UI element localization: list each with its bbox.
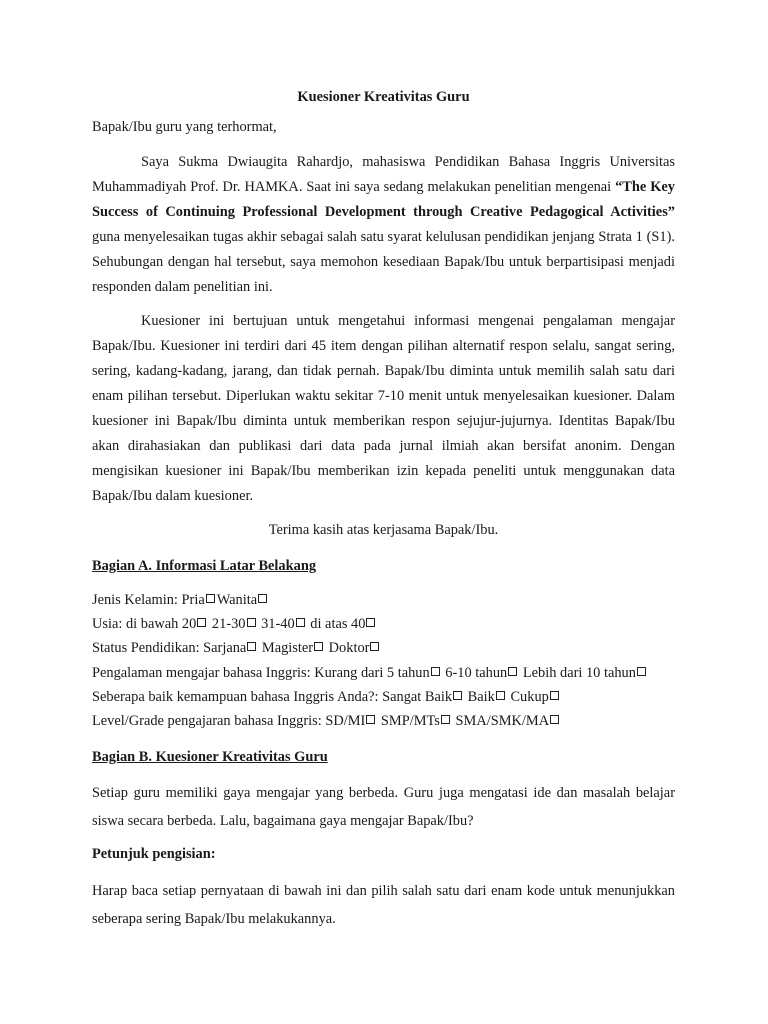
option-label: Sangat Baik [382,688,453,705]
document-page [92,86,675,941]
option-label: 21-30 [208,616,246,633]
thanks-line: Terima kasih atas kerjasama Bapak/Ibu. [268,522,499,538]
option-label: Baik [464,688,495,705]
field-label: Usia: [92,616,126,633]
field-age [92,612,675,636]
option-label: Cukup [506,688,549,705]
option-label: SMP/MTs [377,713,440,730]
checkbox-icon[interactable] [431,667,440,676]
research-title: “The Key Success of Continuing Professional Development through Creative Pedagogical Activities” [92,179,675,220]
checkbox-icon[interactable] [247,618,256,627]
section-a-heading: Bagian A. Informasi Latar Belakang [92,558,317,574]
salutation: Bapak/Ibu guru yang terhormat, [92,119,277,135]
option-label: Lebih dari 10 tahun [519,664,636,681]
field-teaching-experience [92,661,675,685]
option-label: di atas 40 [306,616,366,633]
option-label: Sarjana [203,640,247,657]
section-b-heading: Bagian B. Kuesioner Kreativitas Guru [92,749,328,766]
checkbox-icon[interactable] [637,667,646,676]
option-label: di bawah 20 [125,616,197,633]
field-label: Level/Grade pengajaran bahasa Inggris: [92,713,326,730]
option-label: Wanita [216,592,258,608]
checkbox-icon[interactable] [550,715,559,724]
checkbox-icon[interactable] [258,594,267,603]
option-label: Pria [181,592,205,608]
option-label: 31-40 [257,616,295,633]
background-info-list [92,588,675,733]
option-label: Doktor [325,640,370,657]
checkbox-icon[interactable] [508,667,517,676]
field-label: Seberapa baik kemampuan bahasa Inggris Anda?: [92,688,383,705]
checkbox-icon[interactable] [366,715,375,724]
checkbox-icon[interactable] [366,618,375,627]
checkbox-icon[interactable] [296,618,305,627]
checkbox-icon[interactable] [370,642,379,651]
intro-text-end: guna menyelesaikan tugas akhir sebagai salah satu syarat kelulusan pendidikan jenjang Strata 1 (S1). Sehubungan dengan hal tersebut, saya memohon kesediaan Bapak/Ibu untuk berpartisipasi menjadi responden dalam penelitian ini. [92,229,675,295]
checkbox-icon[interactable] [206,594,215,603]
field-education [92,636,675,660]
document-title: Kuesioner Kreativitas Guru [297,89,470,105]
field-label: Jenis Kelamin: [92,592,182,608]
instructions-heading: Petunjuk pengisian: [92,846,216,863]
instructions-text: Harap baca setiap pernyataan di bawah ini dan pilih salah satu dari enam kode untuk menunjukkan seberapa sering Bapak/Ibu melakukannya. [92,883,675,928]
field-gender [92,588,675,612]
section-b-description: Setiap guru memiliki gaya mengajar yang berbeda. Guru juga mengatasi ide dan masalah belajar siswa secara berbeda. Lalu, bagaimana gaya mengajar Bapak/Ibu? [92,785,675,830]
field-label: Pengalaman mengajar bahasa Inggris: [92,664,315,681]
checkbox-icon[interactable] [441,715,450,724]
option-label: SMA/SMK/MA [451,713,550,730]
intro-paragraph [92,150,675,300]
option-label: 6-10 tahun [441,664,508,681]
checkbox-icon[interactable] [453,691,462,700]
option-label: SD/MI [325,713,366,730]
field-english-proficiency [92,685,675,709]
checkbox-icon[interactable] [247,642,256,651]
checkbox-icon[interactable] [197,618,206,627]
checkbox-icon[interactable] [314,642,323,651]
intro-text-start: Saya Sukma Dwiaugita Rahardjo, mahasiswa Pendidikan Bahasa Inggris Universitas Muhammadiyah Prof. Dr. HAMKA. Saat ini saya sedang melakukan penelitian mengenai [92,154,675,195]
field-label: Status Pendidikan: [92,640,204,657]
checkbox-icon[interactable] [550,691,559,700]
field-teaching-level [92,709,675,733]
option-label: Magister [258,640,314,657]
purpose-paragraph: Kuesioner ini bertujuan untuk mengetahui informasi mengenai pengalaman mengajar Bapak/Ibu. Kuesioner ini terdiri dari 45 item dengan pilihan alternatif respon selalu, sangat sering, sering, kadang-kadang, jarang, dan tidak pernah. Bapak/Ibu diminta untuk memilih salah satu dari enam pilihan tersebut. Diperlukan waktu sekitar 7-10 menit untuk menyelesaikan kuesioner. Dalam kuesioner ini Bapak/Ibu diminta untuk memberikan respon sejujur-jujurnya. Identitas Bapak/Ibu akan dirahasiakan dan publikasi dari data pada jurnal ilmiah akan bersifat anonim. Dengan mengisikan kuesioner ini Bapak/Ibu memberikan izin kepada peneliti untuk menggunakan data Bapak/Ibu dalam kuesioner. [92,313,675,504]
checkbox-icon[interactable] [496,691,505,700]
option-label: Kurang dari 5 tahun [314,664,430,681]
